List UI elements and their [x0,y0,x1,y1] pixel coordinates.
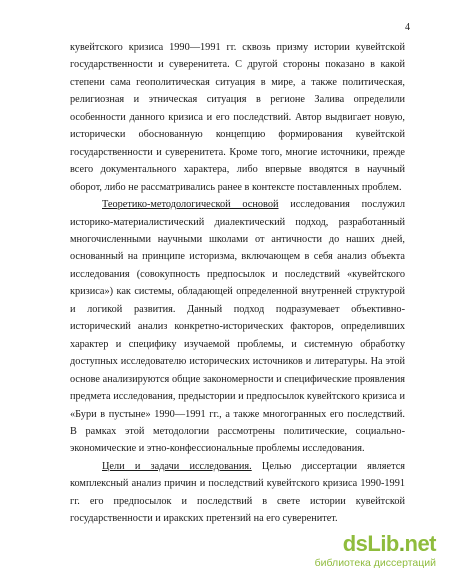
paragraph-3-text: Целью диссертации является комплексный анализ причин и последствий кувейтского кризиса 1990-1991 гг. его предпосылок и последствий в свете истории кувейтской государственности и иракских претензий на его суверенитет. [70,460,405,525]
paragraph-1: кувейтского кризиса 1990—1991 гг. сквозь призму истории кувейтской государственности и суверенитета. С другой стороны показано в какой степени сама геополитическая ситуация в мире, а также политическая, религиозная и этническая ситуация в регионе Залива определили особенности данного кризиса и его последствий. Автор выдвигает новую, исторически обоснованную концепцию формирования кувейтской государственности и суверенитета. Кроме того, многие источники, прежде всего документального характера, либо впервые вводятся в научный оборот, либо не рассматривались ранее в контексте поставленных проблем. [70,42,405,193]
paragraph-2-text: исследования послужил историко-материалистический диалектический подход, разработанный многочисленными научными школами от античности до наших дней, основанный на принципе историзма, включающем в себя анализ объекта исследования (совокупность предпосылок и последствий «кувейтского кризиса») как системы, обладающей определенной внутренней структурой и логикой развития. Данный подход подразумевает объективно-исторический анализ конкретно-исторических факторов, определивших характер и специфику изучаемой проблемы, и системную обработку доступных исследователю исторических источников и литературы. На этой основе анализируются общие закономерности и специфические проявления предмета исследования, предыстории и предпосылок кувейтского кризиса и «Бури в пустыне» 1990—1991 гг., а также многогранных его последствий. В рамках этой методологии рассмотрены политические, социально-экономические и этно-конфессиональные проблемы исследования. [70,199,405,455]
dslib-subtitle: библиотека диссертаций [314,557,436,569]
document-body [70,39,405,528]
paragraph-3 [70,458,405,528]
goals-heading: Цели и задачи исследования. [102,460,252,472]
page-number: 4 [405,22,410,33]
methodology-heading: Теоретико-методологической основой [102,199,279,211]
paragraph-2 [70,196,405,458]
dslib-watermark[interactable] [304,531,436,573]
dslib-logo: dsLib.net [342,531,436,556]
